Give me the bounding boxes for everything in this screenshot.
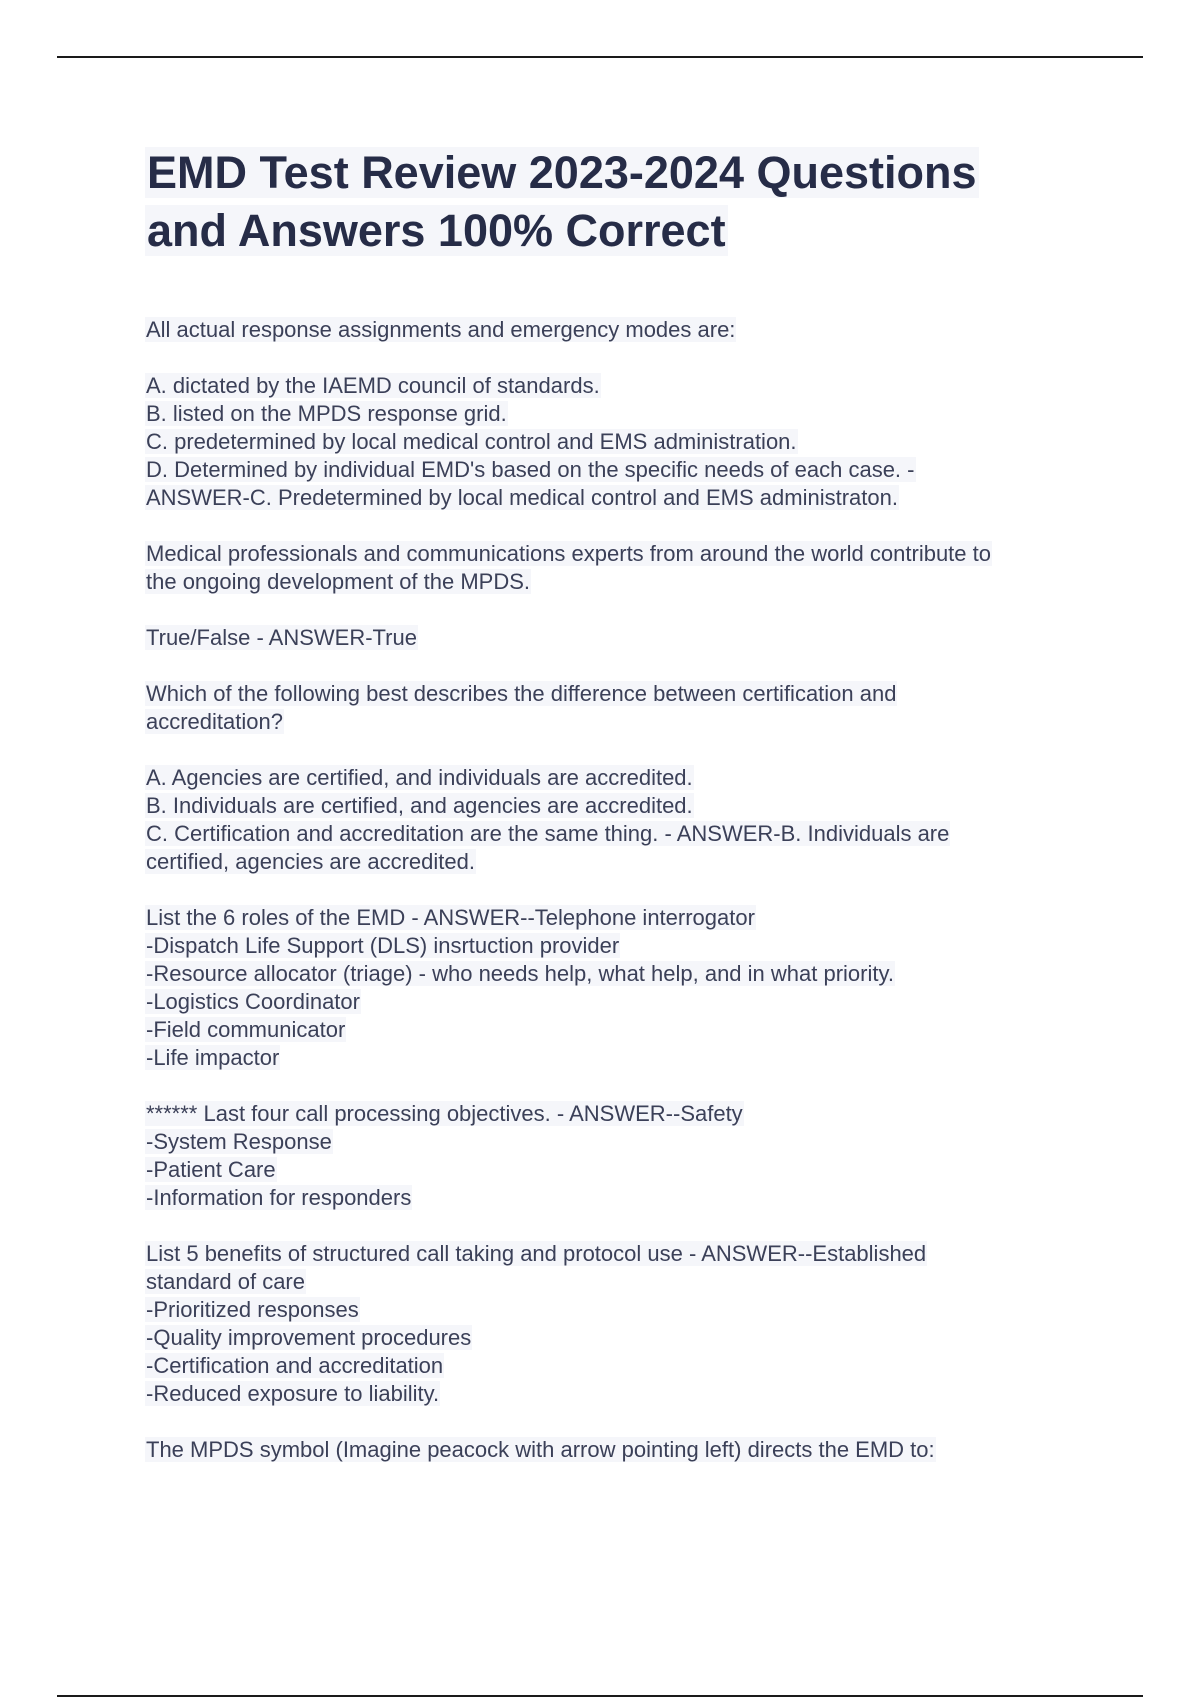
qa-paragraph xyxy=(145,764,1100,876)
text-line xyxy=(145,1436,1100,1464)
text-line-content: -Logistics Coordinator xyxy=(146,989,360,1014)
text-line xyxy=(145,960,1100,988)
text-line xyxy=(145,1268,1100,1296)
qa-paragraph xyxy=(145,372,1100,512)
text-line-content: ANSWER-C. Predetermined by local medical control and EMS administraton. xyxy=(146,485,898,510)
text-line-content: -Patient Care xyxy=(146,1157,276,1182)
text-line-content: the ongoing development of the MPDS. xyxy=(146,569,531,594)
text-line-content: List 5 benefits of structured call taking and protocol use - ANSWER--Established xyxy=(146,1241,927,1266)
text-line xyxy=(145,1128,1100,1156)
page-title: EMD Test Review 2023-2024 Questions and Answers 100% Correct xyxy=(147,147,977,256)
text-line-content: -Quality improvement procedures xyxy=(146,1325,472,1350)
text-line xyxy=(145,624,1100,652)
text-line xyxy=(145,428,1100,456)
text-line xyxy=(145,1324,1100,1352)
text-line xyxy=(145,1100,1100,1128)
text-line-content: C. predetermined by local medical control and EMS administration. xyxy=(146,429,797,454)
text-line-content: accreditation? xyxy=(146,709,283,734)
text-line xyxy=(145,1184,1100,1212)
text-line xyxy=(145,372,1100,400)
text-line-content: The MPDS symbol (Imagine peacock with arrow pointing left) directs the EMD to: xyxy=(146,1437,935,1462)
qa-paragraph xyxy=(145,904,1100,1072)
header-rule xyxy=(57,56,1143,58)
text-line xyxy=(145,848,1100,876)
text-line-content: True/False - ANSWER-True xyxy=(146,625,417,650)
qa-paragraph xyxy=(145,316,1100,344)
text-line xyxy=(145,1240,1100,1268)
text-line xyxy=(145,1296,1100,1324)
text-line-content: Which of the following best describes the difference between certification and xyxy=(146,681,897,706)
text-line-content: B. Individuals are certified, and agencies are accredited. xyxy=(146,793,693,818)
text-line xyxy=(145,1016,1100,1044)
text-line-content: List the 6 roles of the EMD - ANSWER--Telephone interrogator xyxy=(146,905,755,930)
text-line xyxy=(145,932,1100,960)
text-line xyxy=(145,1380,1100,1408)
text-line-content: -Reduced exposure to liability. xyxy=(146,1381,440,1406)
document-body xyxy=(145,144,1100,1492)
text-line-content: A. dictated by the IAEMD council of standards. xyxy=(146,373,600,398)
text-line-content: -Certification and accreditation xyxy=(146,1353,444,1378)
title-block xyxy=(145,144,1045,260)
text-line-content: C. Certification and accreditation are the same thing. - ANSWER-B. Individuals are xyxy=(146,821,950,846)
text-line xyxy=(145,316,1100,344)
text-line xyxy=(145,456,1100,484)
text-line-content: -Life impactor xyxy=(146,1045,280,1070)
qa-paragraph xyxy=(145,1436,1100,1464)
text-line-content: -Resource allocator (triage) - who needs help, what help, and in what priority. xyxy=(146,961,894,986)
text-line xyxy=(145,400,1100,428)
footer-rule xyxy=(57,1695,1143,1697)
text-line-content: -Field communicator xyxy=(146,1017,346,1042)
qa-paragraph xyxy=(145,624,1100,652)
text-line xyxy=(145,1156,1100,1184)
text-line-content: D. Determined by individual EMD's based on the specific needs of each case. - xyxy=(146,457,915,482)
qa-paragraph xyxy=(145,540,1100,596)
text-line-content: -System Response xyxy=(146,1129,332,1154)
text-line xyxy=(145,680,1100,708)
text-line-content: All actual response assignments and emergency modes are: xyxy=(146,317,736,342)
text-line-content: B. listed on the MPDS response grid. xyxy=(146,401,507,426)
text-line-content: -Prioritized responses xyxy=(146,1297,359,1322)
qa-list xyxy=(145,316,1100,1464)
text-line xyxy=(145,1352,1100,1380)
text-line xyxy=(145,568,1100,596)
text-line xyxy=(145,904,1100,932)
text-line xyxy=(145,540,1100,568)
text-line-content: A. Agencies are certified, and individuals are accredited. xyxy=(146,765,693,790)
text-line xyxy=(145,484,1100,512)
text-line-content: ****** Last four call processing objectives. - ANSWER--Safety xyxy=(146,1101,743,1126)
text-line-content: -Information for responders xyxy=(146,1185,412,1210)
text-line xyxy=(145,1044,1100,1072)
qa-paragraph xyxy=(145,1240,1100,1408)
text-line-content: standard of care xyxy=(146,1269,305,1294)
qa-paragraph xyxy=(145,1100,1100,1212)
text-line-content: -Dispatch Life Support (DLS) insrtuction provider xyxy=(146,933,620,958)
text-line xyxy=(145,792,1100,820)
text-line xyxy=(145,988,1100,1016)
text-line-content: Medical professionals and communications experts from around the world contribute to xyxy=(146,541,991,566)
text-line xyxy=(145,764,1100,792)
qa-paragraph xyxy=(145,680,1100,736)
text-line xyxy=(145,820,1100,848)
text-line xyxy=(145,708,1100,736)
text-line-content: certified, agencies are accredited. xyxy=(146,849,475,874)
